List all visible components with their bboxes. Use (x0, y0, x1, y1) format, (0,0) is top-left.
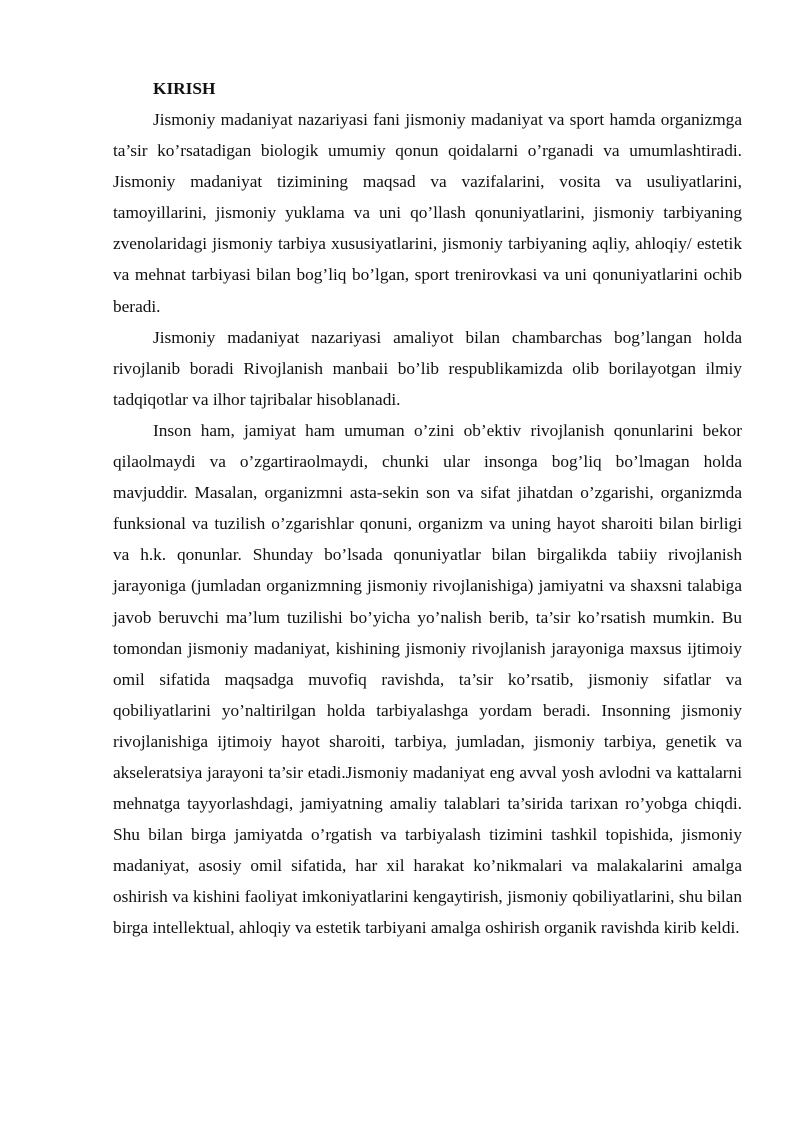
page-content (113, 74, 742, 944)
paragraph-2: Jismoniy madaniyat nazariyasi amaliyot bilan chambarchas bog’langan holda rivojlanib boradi Rivojlanish manbaii bo’lib respublikamizda olib borilayotgan ilmiy tadqiqotlar va ilhor tajribalar hisoblanadi. (113, 327, 742, 409)
paragraph-1: Jismoniy madaniyat nazariyasi fani jismoniy madaniyat va sport hamda organizmga ta’sir ko’rsatadigan biologik umumiy qonun qoidalarni o’rganadi va umumlashtiradi. Jismoniy madaniyat tizimining maqsad va vazifalarini, vosita va usuliyatlarini, tamoyillarini, jismoniy yuklama va uni qo’llash qonuniyatlarini, jismoniy tarbiyaning zvenolaridagi jismoniy tarbiya xususiyatlarini, jismoniy tarbiyaning aqliy, ahloqiy/ estetik va mehnat tarbiyasi bilan bog’liq bo’lgan, sport trenirovkasi va uni qonuniyatlarini ochib beradi. (113, 110, 742, 316)
paragraph-3: Inson ham, jamiyat ham umuman o’zini ob’ektiv rivojlanish qonunlarini bekor qilaolmaydi va o’zgartiraolmaydi, chunki ular insonga bog’liq bo’lmagan holda mavjuddir. Masalan, organizmni asta-sekin son va sifat jihatdan o’zgarishi, organizmda funksional va tuzilish o’zgarishlar qonuni, organizm va uning hayot sharoiti bilan birligi va h.k. qonunlar. Shunday bo’lsada qonuniyatlar bilan birgalikda tabiiy rivojlanish jarayoniga (jumladan organizmning jismoniy rivojlanishiga) jamiyatni va shaxsni talabiga javob beruvchi ma’lum tuzilishi bo’yicha yo’nalish berib, ta’sir ko’rsatish mumkin. Bu tomondan jismoniy madaniyat, kishining jismoniy rivojlanish jarayoniga maxsus ijtimoiy omil sifatida maqsadga muvofiq ravishda, ta’sir ko’rsatib, jismoniy sifatlar va qobiliyatlarini yo’naltirilgan holda tarbiyalashga yordam beradi. Insonning jismoniy rivojlanishiga ijtimoiy hayot sharoiti, tarbiya, jumladan, jismoniy tarbiya, genetik va akseleratsiya jarayoni ta’sir etadi.Jismoniy madaniyat eng avval yosh avlodni va kattalarni mehnatga tayyorlashdagi, jamiyatning amaliy talablari ta’sirida tarixan ro’yobga chiqdi. Shu bilan birga jamiyatda o’rgatish va tarbiyalash tizimini tashkil topishida, jismoniy madaniyat, asosiy omil sifatida, har xil harakat ko’nikmalari va malakalarini amalga oshirish va kishini faoliyat imkoniyatlarini kengaytirish, jismoniy qobiliyatlarini, shu bilan birga intellektual, ahloqiy va estetik tarbiyani amalga oshirish organik ravishda kirib keldi. (113, 420, 742, 938)
section-heading: KIRISH (153, 79, 216, 98)
